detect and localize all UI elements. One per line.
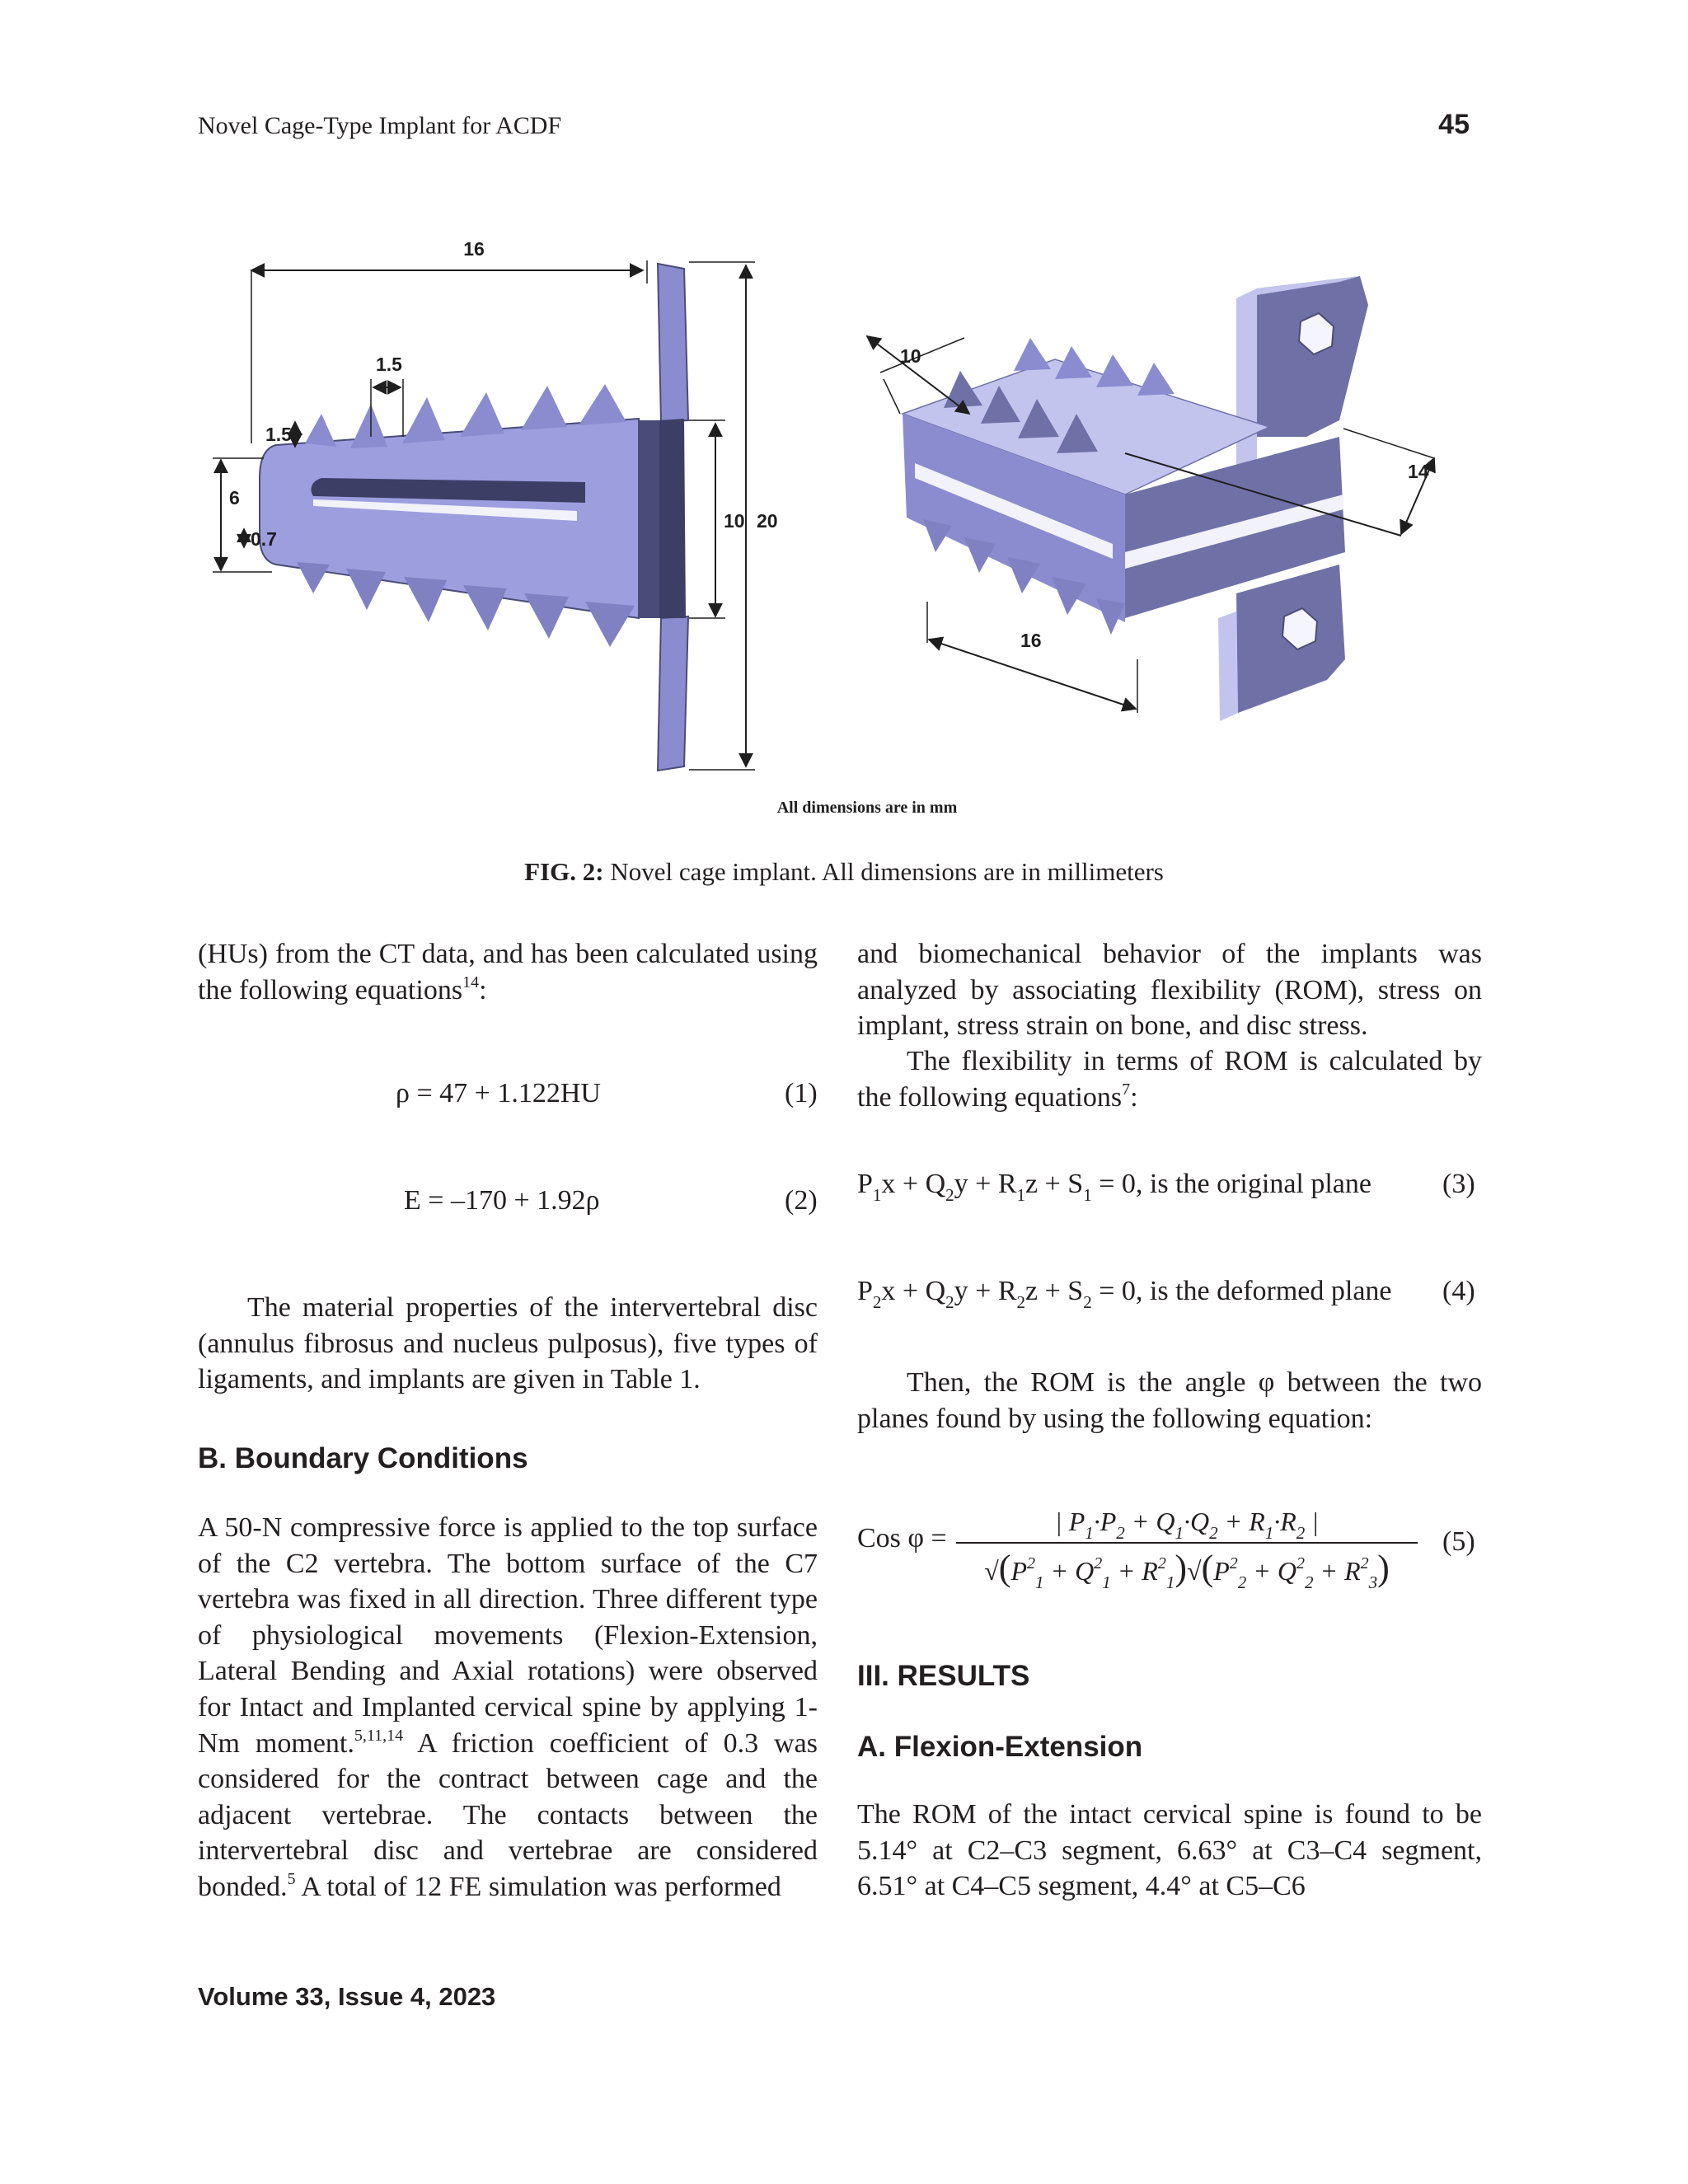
upper-plate-face bbox=[1257, 276, 1368, 437]
iso-top-tooth bbox=[1014, 338, 1051, 371]
right-paragraph-3: Then, the ROM is the angle φ between the two planes found by using the following equation: bbox=[857, 1367, 1482, 1434]
equation-2: E = –170 + 1.92ρ bbox=[404, 1185, 600, 1216]
dim-tooth-height-label: 1.5 bbox=[265, 424, 292, 445]
figure-note: All dimensions are in mm bbox=[776, 799, 958, 817]
left-p1-text: (HUs) from the CT data, and has been calculated using the following equations bbox=[198, 939, 818, 1005]
left-paragraph-3 bbox=[198, 1510, 818, 1905]
bottom-tooth bbox=[297, 562, 330, 593]
dim-iso-bottom-label: 16 bbox=[1020, 630, 1042, 651]
left-paragraph-2: The material properties of the intervertebral disc (annulus fibrosus and nucleus pulposus), five types of ligaments, and implants are given in Table 1. bbox=[198, 1292, 818, 1395]
equation-4-number: (4) bbox=[1442, 1276, 1475, 1306]
cage-body bbox=[260, 419, 639, 618]
side-view bbox=[213, 238, 778, 771]
left-p3c: A total of 12 FE simulation was performed bbox=[295, 1871, 781, 1902]
bottom-tooth bbox=[524, 593, 569, 639]
plate-face bbox=[659, 419, 686, 618]
equation-3-label: , is the original plane bbox=[1135, 1169, 1372, 1199]
equation-3: $P_1x + Q_2y + R_1z + S_1 = 0$, is the original plane bbox=[857, 1169, 1372, 1205]
equation-5-lhs: Cos φ = bbox=[857, 1523, 947, 1554]
dim-iso-side-label: 14 bbox=[1408, 461, 1429, 482]
bottom-tooth bbox=[404, 577, 447, 622]
equation-5-fraction bbox=[956, 1507, 1418, 1592]
right-paragraph-2 bbox=[857, 1043, 1482, 1115]
bottom-plate bbox=[658, 616, 688, 771]
dim-plate-inner-label: 10 bbox=[724, 510, 745, 532]
heading-results: III. RESULTS bbox=[857, 1660, 1030, 1692]
ref-14: 14 bbox=[462, 972, 480, 991]
implant-drawing bbox=[198, 231, 1500, 841]
equation-1-number: (1) bbox=[785, 1078, 818, 1108]
bottom-tooth bbox=[463, 585, 507, 630]
top-tooth bbox=[521, 386, 567, 430]
dim-iso-top-label: 10 bbox=[900, 345, 921, 367]
top-tooth bbox=[350, 404, 387, 448]
top-tooth bbox=[402, 397, 445, 443]
left-p3a: A 50-N compressive force is applied to the top surface of the C2 vertebra. The bottom surface of the C7 vertebra was fixed in all direction. Three different type of physiological movements (Flexion-Extension, Lateral Bending and Axial rotations) were observed for Intact and Implanted cervical spine by applying 1-Nm moment. bbox=[198, 1512, 818, 1759]
running-title: Novel Cage-Type Implant for ACDF bbox=[198, 112, 562, 139]
ref-7: 7 bbox=[1122, 1080, 1131, 1099]
ref-5: 5 bbox=[287, 1869, 296, 1888]
dim-16-label: 16 bbox=[463, 238, 485, 260]
equation-1: ρ = 47 + 1.122HU bbox=[396, 1078, 601, 1108]
dim-pitch-label: 1.5 bbox=[376, 354, 402, 375]
top-tooth bbox=[305, 414, 336, 447]
ref-5-11-14: 5,11,14 bbox=[354, 1726, 404, 1745]
right-p2-text: The flexibility in terms of ROM is calculated by the following equations bbox=[857, 1046, 1482, 1113]
top-tooth bbox=[579, 384, 626, 425]
equation-4-label: , is the deformed plane bbox=[1135, 1276, 1392, 1306]
dim-height-label: 6 bbox=[229, 487, 240, 509]
bottom-tooth bbox=[585, 602, 635, 647]
equation-3-number: (3) bbox=[1442, 1169, 1475, 1199]
page-number: 45 bbox=[1438, 109, 1470, 140]
isometric-view bbox=[867, 276, 1434, 721]
lower-plate-side bbox=[1218, 612, 1238, 721]
right-paragraph-1: and biomechanical behavior of the implants was analyzed by associating flexibility (ROM), stress on implant, stress strain on bone, and disc stress. bbox=[857, 939, 1482, 1042]
caption-label: FIG. 2: bbox=[524, 857, 604, 886]
upper-plate-side bbox=[1236, 288, 1257, 478]
fraction-bar bbox=[956, 1542, 1418, 1544]
heading-flexion-extension: A. Flexion-Extension bbox=[857, 1731, 1143, 1763]
dim-line bbox=[884, 379, 900, 414]
footer-volume: Volume 33, Issue 4, 2023 bbox=[198, 1982, 496, 2011]
bottom-tooth bbox=[346, 569, 386, 610]
dim-line bbox=[1343, 429, 1434, 458]
iso-top-tooth bbox=[1137, 363, 1175, 396]
equation-5-numerator: | $P_1\cdot P_2 + Q_1\cdot Q_2 + R_1\cdot R_2$ | bbox=[1054, 1507, 1320, 1543]
equation-4: $P_2x + Q_2y + R_2z + S_2 = 0$, is the deformed plane bbox=[857, 1276, 1392, 1312]
right-paragraph-4: The ROM of the intact cervical spine is found to be 5.14° at C2–C3 segment, 6.63° at C3–C4 segment, 6.51° at C4–C5 segment, 4.4° at C5–C6 bbox=[857, 1799, 1482, 1902]
top-tooth bbox=[460, 392, 504, 437]
iso-top-tooth bbox=[1096, 354, 1133, 387]
caption-text: Novel cage implant. All dimensions are in millimeters bbox=[603, 857, 1164, 886]
dim-slot-label: 0.7 bbox=[251, 528, 277, 550]
equation-5-number: (5) bbox=[1442, 1526, 1475, 1557]
right-p2-end: : bbox=[1130, 1081, 1138, 1113]
equation-2-number: (2) bbox=[785, 1185, 818, 1216]
equation-5-denominator: $√(P^2_1 + Q^2_1 + R^2_1)√(P^2_2 + Q^2_2 + R^2_3)$ bbox=[984, 1548, 1390, 1592]
left-paragraph-1 bbox=[198, 936, 818, 1008]
left-p1-end: : bbox=[479, 974, 487, 1005]
dim-plate-outer-label: 20 bbox=[757, 510, 778, 532]
figure-caption bbox=[0, 857, 1688, 887]
left-p3b: A friction coefficient of 0.3 was considered for the contract between cage and the adjacent vertebrae. The contacts between the intervertebral disc and vertebrae are considered bonded. bbox=[198, 1727, 818, 1902]
top-plate bbox=[658, 264, 688, 422]
figure-2 bbox=[198, 231, 1500, 841]
heading-boundary-conditions: B. Boundary Conditions bbox=[198, 1442, 528, 1474]
